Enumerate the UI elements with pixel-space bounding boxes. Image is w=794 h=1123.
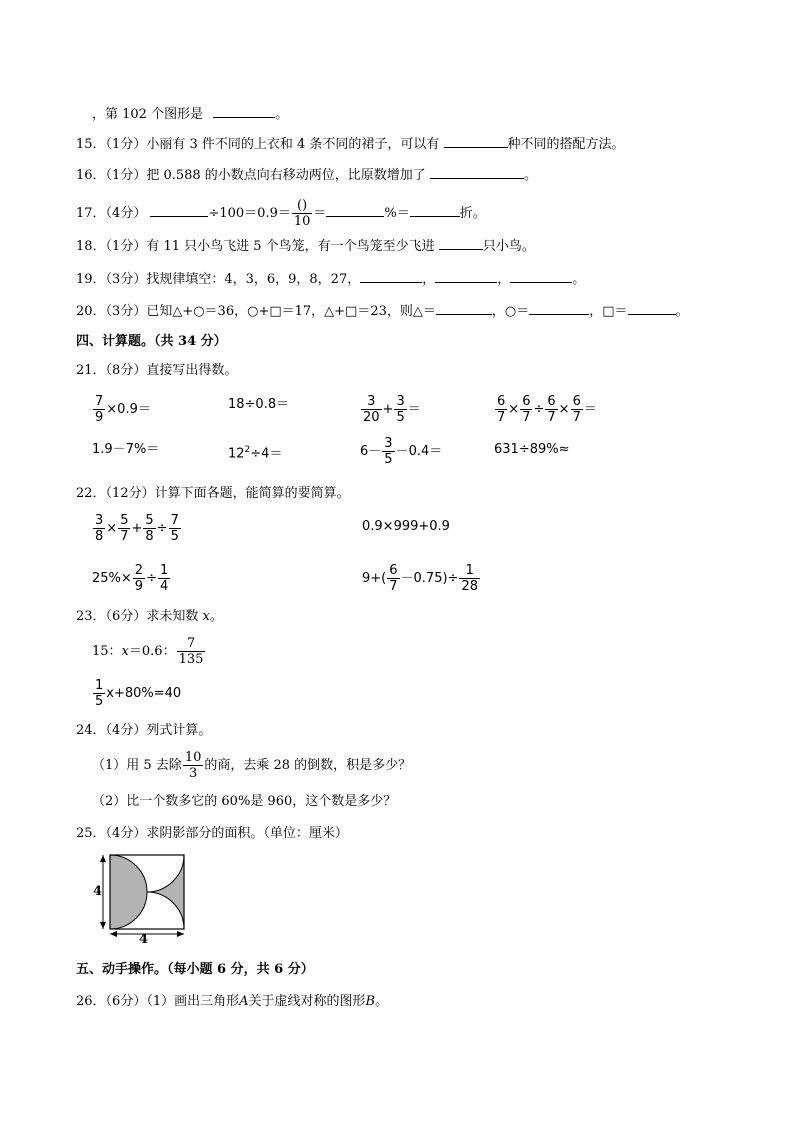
- q20-blank-circle[interactable]: [529, 301, 589, 315]
- q22-expr-2: 0.9×999+0.9: [362, 519, 450, 534]
- q15-answer-blank[interactable]: [444, 134, 508, 148]
- question-score: （4分）: [105, 826, 147, 841]
- question-26: 26．（6分）（1）画出三角形A关于虚线对称的图形B。: [76, 994, 389, 1009]
- q18-answer-blank[interactable]: [439, 236, 483, 250]
- question-number: 15．: [76, 137, 106, 152]
- question-15: 15．（1分）小丽有 3 件不同的上衣和 4 条不同的裙子，可以有 种不同的搭配方法。: [76, 134, 625, 154]
- question-score: （1分）: [105, 168, 147, 183]
- q25-shaded-figure: [88, 850, 188, 950]
- question-21: 21．（8分）直接写出得数。: [76, 363, 238, 378]
- q21-expr-6: $12^2\div 4=$: [228, 445, 283, 462]
- q19-blank-2[interactable]: [435, 269, 497, 283]
- q19-blank-1[interactable]: [360, 269, 422, 283]
- question-number: 20．: [76, 304, 106, 319]
- question-number: 16．: [76, 168, 106, 183]
- q23-eq-1: 15：x＝0.6： $\frac{7}{135}$: [92, 636, 204, 667]
- q23-eq-2: $\frac{1}{5}$ x+80%=40: [95, 678, 182, 709]
- q17-blank-3[interactable]: [410, 203, 460, 217]
- q25-dim-vertical: 4: [93, 884, 103, 899]
- question-number: 17．: [76, 206, 106, 221]
- q22-expr-1: $\frac{3}{8}$ × $\frac{5}{7}$ + $\frac{5}{8}$ ÷ $\frac{7}{5}$: [95, 513, 179, 544]
- arrow-left-icon: [110, 931, 117, 937]
- question-score: （4分）: [105, 206, 147, 221]
- right-region-shade: [147, 855, 184, 929]
- section-5-title: 五、动手操作。（每小题 6 分，共 6 分）: [76, 962, 314, 977]
- q25-dim-horizontal: 4: [139, 932, 149, 947]
- q17-blank-2[interactable]: [326, 203, 384, 217]
- q24-part-2: （2）比一个数多它的 60%是 960，这个数是多少？: [92, 794, 397, 809]
- q21-expr-3: $\frac{3}{20}$ + $\frac{3}{5}$ ＝: [363, 394, 421, 425]
- question-24: 24．（4分）列式计算。: [76, 723, 212, 738]
- q14-answer-blank[interactable]: [213, 104, 275, 118]
- question-number: 22．: [76, 486, 106, 501]
- q19-blank-3[interactable]: [510, 269, 572, 283]
- q17-fraction: $\frac{()}{10}$: [293, 198, 311, 229]
- q21-expr-1: $\frac{7}{9}$ ×0.9＝: [95, 394, 151, 425]
- q22-expr-3: 25%× $\frac{2}{9}$ ÷ $\frac{1}{4}$: [92, 563, 169, 594]
- question-19: 19．（3分）找规律填空：4，3，6，9，8，27， ， ， 。: [76, 269, 585, 289]
- question-number: 25．: [76, 826, 106, 841]
- q14-text: ，第 102 个图形是: [92, 107, 204, 122]
- arrow-right-icon: [177, 931, 184, 937]
- q21-expr-4: $\frac{6}{7}$ × $\frac{6}{7}$ ÷ $\frac{6}{7}$ × $\frac{6}{7}$ ＝: [497, 394, 597, 425]
- question-23: 23．（6分）求未知数 x。: [76, 609, 223, 624]
- question-score: （4分）: [105, 723, 147, 738]
- question-score: （8分）: [105, 363, 147, 378]
- question-score: （12分）: [105, 486, 155, 501]
- q21-expr-5: 1.9－7%＝: [92, 442, 160, 457]
- question-score: （1分）: [105, 239, 147, 254]
- q24-part-1: （1）用 5 去除 $\frac{10}{3}$ 的商，去乘 28 的倒数，积是多少？: [92, 750, 412, 781]
- q22-expr-4: 9+( $\frac{6}{7}$ －0.75)÷ $\frac{1}{28}$: [362, 563, 478, 594]
- question-score: （1分）: [105, 137, 147, 152]
- q21-expr-7: 6－ $\frac{3}{5}$ －0.4＝: [360, 436, 443, 467]
- arrow-up-icon: [100, 855, 106, 862]
- question-18: 18．（1分）有 11 只小鸟飞进 5 个鸟笼，有一个鸟笼至少飞进 只小鸟。: [76, 236, 535, 256]
- question-20: 20．（3分）已知△+○＝36，○+□＝17，△+□＝23，则△＝ ，○＝ ，□＝ 。: [76, 301, 689, 321]
- question-number: 26．: [76, 994, 106, 1009]
- q21-expr-2: 18÷0.8＝: [228, 397, 290, 412]
- question-number: 18．: [76, 239, 106, 254]
- question-number: 23．: [76, 609, 106, 624]
- question-score: （3分）: [105, 304, 147, 319]
- question-number: 21．: [76, 363, 106, 378]
- question-number: 19．: [76, 272, 106, 287]
- q14-tail: ，第 102 个图形是 。: [92, 104, 288, 124]
- left-semicircle-shade: [110, 855, 147, 929]
- question-25: 25．（4分）求阴影部分的面积。（单位：厘米）: [76, 826, 348, 841]
- question-number: 24．: [76, 723, 106, 738]
- question-score: （3分）: [105, 272, 147, 287]
- q20-blank-square[interactable]: [628, 301, 676, 315]
- question-score: （6分）: [105, 609, 147, 624]
- question-17: 17．（4分） ÷100＝0.9＝ $\frac{()}{10}$ ＝ %＝ 折。: [76, 198, 486, 229]
- arrow-down-icon: [100, 922, 106, 929]
- q17-blank-1[interactable]: [150, 203, 208, 217]
- question-16: 16．（1分）把 0.588 的小数点向右移动两位，比原数增加了 。: [76, 165, 537, 185]
- q16-answer-blank[interactable]: [430, 165, 524, 179]
- q21-expr-8: 631÷89%≈: [494, 442, 570, 457]
- question-22: 22．（12分）计算下面各题，能简算的要简算。: [76, 486, 350, 501]
- q20-blank-triangle[interactable]: [436, 301, 492, 315]
- question-score: （6分）: [105, 994, 147, 1009]
- section-4-title: 四、计算题。（共 34 分）: [76, 334, 227, 349]
